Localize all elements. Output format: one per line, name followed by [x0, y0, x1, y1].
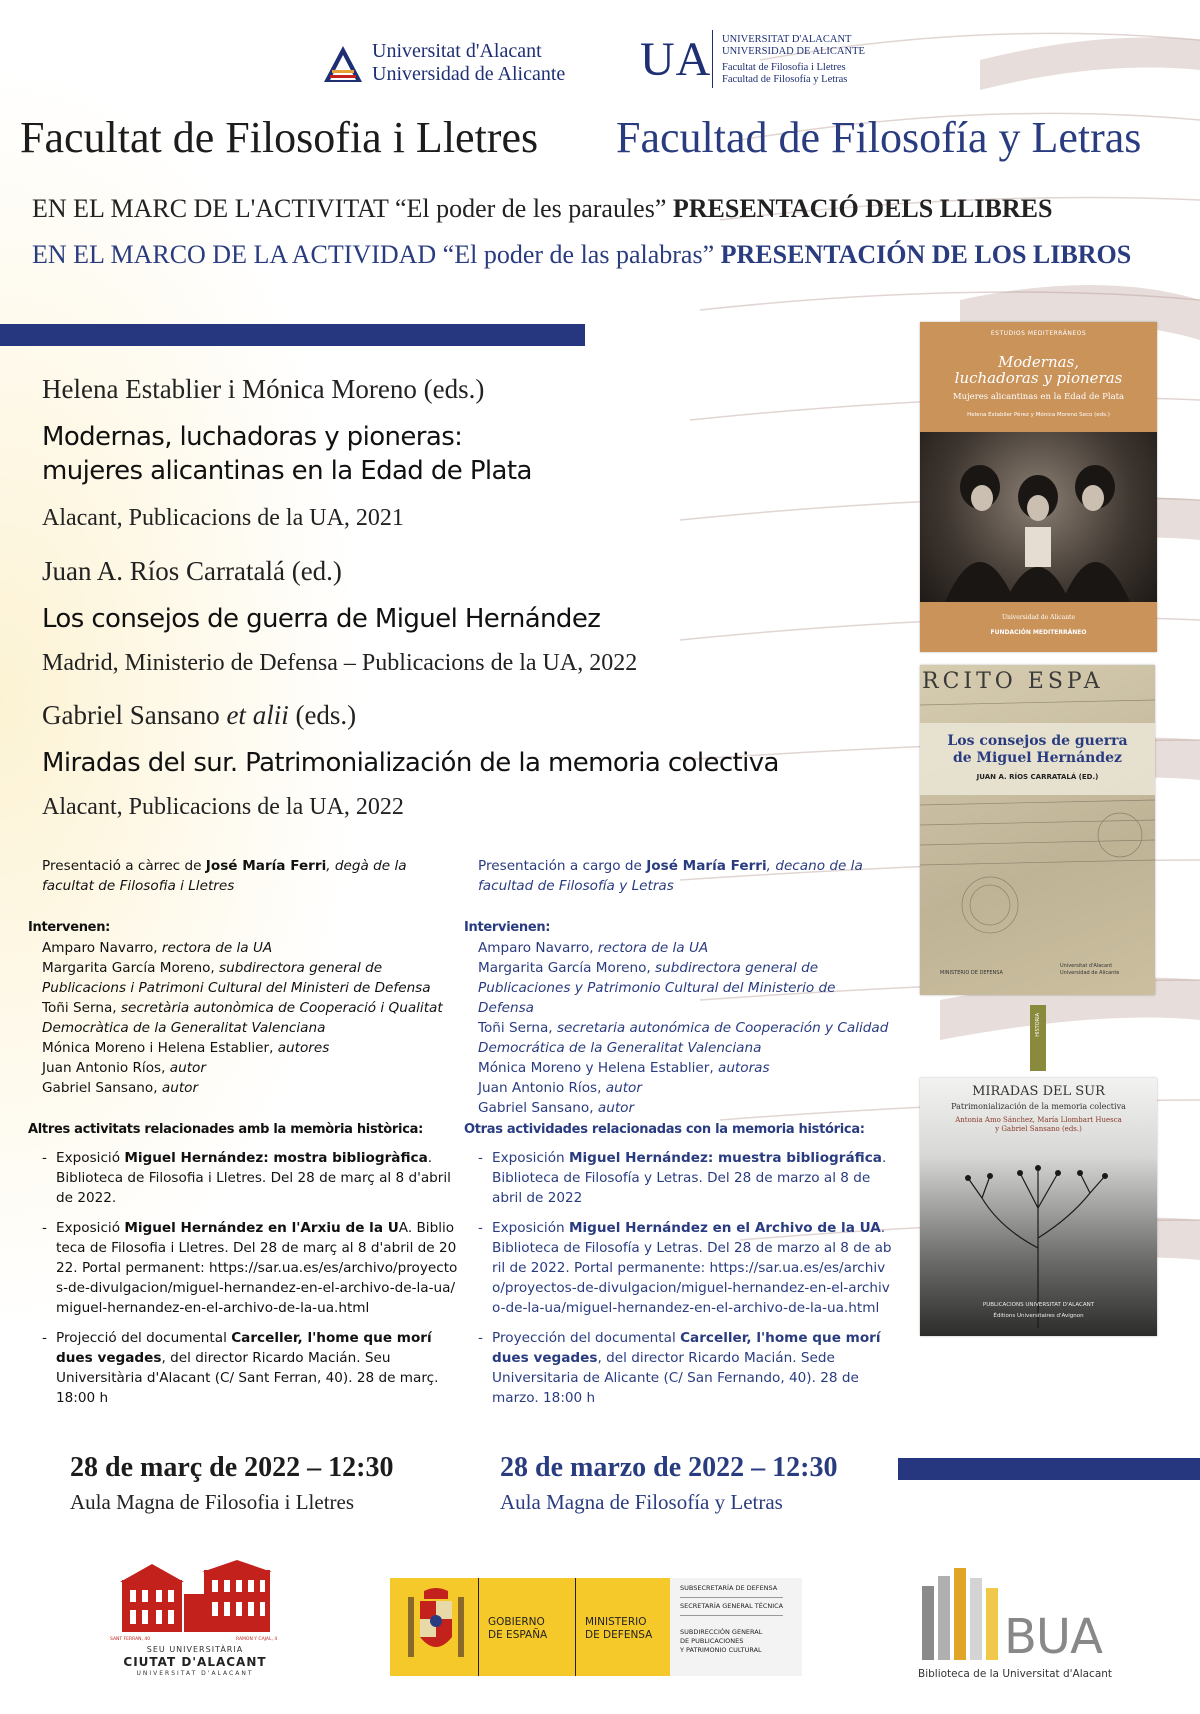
cover-consejos	[920, 665, 1155, 995]
cover3-spine-text: HISTORIA	[1035, 1013, 1041, 1037]
seu-line2: CIUTAT D'ALACANT	[123, 1655, 267, 1669]
seu-small-left: SANT FERRAN, 40	[110, 1637, 151, 1642]
seu-building-icon	[116, 1560, 276, 1636]
ca-speakers-head: Intervenen:	[28, 920, 111, 935]
bua-mark: BUA	[1004, 1609, 1102, 1665]
fac-small-3: Facultat de Filosofia i Lletres	[722, 62, 846, 73]
es-other-head: Otras actividades relacionadas con la memoria histórica:	[464, 1122, 865, 1137]
es-speaker: Gabriel Sansano, autor	[478, 1100, 635, 1116]
cover1-title2: luchadoras y pioneras	[954, 369, 1123, 387]
seu-line1: SEU UNIVERSITÀRIA	[146, 1645, 244, 1654]
cover3-pub1: PUBLICACIONS UNIVERSITAT D'ALACANT	[982, 1302, 1095, 1308]
cover3-pub2: Éditions Universitaires d'Avignon	[993, 1313, 1084, 1319]
cover3-authors1: Antonia Amo Sánchez, María Llombart Huesca	[955, 1116, 1122, 1124]
ca-activity: - Exposició Miguel Hernández: mostra bibliogràfica. Biblioteca de Filosofia i Lletres. Del 28 de març al 8 d'abril de 2022.	[42, 1148, 458, 1208]
es-speaker: Juan Antonio Ríos, autor	[478, 1080, 642, 1096]
def-line5: Y PATRIMONIO CULTURAL	[680, 1646, 762, 1654]
ca-speakers	[28, 918, 458, 1098]
seu-line3: UNIVERSITAT D'ALACANT	[136, 1670, 254, 1677]
cover1-series: ESTUDIOS MEDITERRÁNEOS	[990, 330, 1087, 337]
date-catalan: 28 de març de 2022 – 12:30	[70, 1452, 394, 1483]
book1-title-line1: Modernas, luchadoras y pioneras:	[42, 422, 463, 452]
spain-coat-of-arms-icon	[404, 1587, 468, 1667]
es-activity: - Proyección del documental Carceller, l'home que morí dues vegades, del director Ricardo Macián. Sede Universitaria de Alicante (C/ San Fernando, 40). 28 de marzo. 18:00 h	[478, 1328, 894, 1408]
es-activity: - Exposición Miguel Hernández: muestra bibliográfica. Biblioteca de Filosofía y Letras. Del 28 de marzo al 8 de abril de 2022	[478, 1148, 894, 1208]
es-activity: - Exposición Miguel Hernández en el Archivo de la UA. Biblioteca de Filosofía y Letras. Del 28 de marzo al 8 de abril de 2022. Portal permanente: https://sar.ua.es/es/archivo/proyectos-de-divulgacion/miguel-hernandez-en-el-archivo-de-la-ua/miguel-hernandez-en-el-archivo-de-la-ua.html	[478, 1218, 894, 1318]
min-line2: DE DEFENSA	[585, 1629, 653, 1641]
cover2-pub2: Universitat d'Alacant	[1060, 963, 1113, 969]
seu-small-right: RAMON Y CAJAL, 4	[236, 1637, 278, 1642]
def-line1: SUBSECRETARÍA DE DEFENSA	[680, 1584, 778, 1592]
es-presenter-name: José María Ferri	[646, 858, 767, 874]
cover3-subtitle: Patrimonialización de la memoria colectiva	[951, 1102, 1126, 1111]
book1-author: Helena Establier i Mónica Moreno (eds.)	[42, 374, 485, 404]
cover2-editor: JUAN A. RÍOS CARRATALÁ (ED.)	[976, 773, 1099, 781]
cover1-subtitle: Mujeres alicantinas en la Edad de Plata	[952, 392, 1125, 402]
es-speaker: Mónica Moreno y Helena Establier, autoras	[478, 1060, 770, 1076]
fac-small-2: UNIVERSIDAD DE ALICANTE	[722, 46, 865, 57]
ca-speaker: Mónica Moreno i Helena Establier, autores	[42, 1040, 330, 1056]
es-speaker: Amparo Navarro, rectora de la UA	[478, 940, 709, 956]
ca-other-head: Altres activitats relacionades amb la memòria històrica:	[28, 1122, 423, 1137]
cover3-spine	[1030, 1005, 1046, 1071]
es-speakers-head: Intervienen:	[464, 920, 551, 935]
es-speaker: Toñi Serna, secretaria autonómica de Cooperación y Calidad Democrática de la Generalitat Valenciana	[478, 1020, 889, 1056]
gobierno-defensa-logo	[390, 1578, 802, 1676]
ca-presenter-pre: Presentació a càrrec de	[42, 858, 206, 874]
cover2-title2: de Miguel Hernández	[952, 750, 1123, 766]
book3-author	[42, 700, 356, 731]
ca-activity: - Exposició Miguel Hernández en l'Arxiu de la UA. Biblioteca de Filosofia i Lletres. Del 28 de març al 8 d'abril de 2022. Portal permanent: https://sar.ua.es/es/archivo/proyectos-de-divulgacion/miguel-hernandez-en-el-archivo-de-la-ua/miguel-hernandez-en-el-archivo-de-la-ua.html	[42, 1218, 458, 1318]
ua-logo-line2: Universidad de Alicante	[372, 63, 566, 85]
gov-line1: GOBIERNO	[488, 1616, 545, 1628]
book3-author-post: (eds.)	[288, 700, 357, 730]
cover-miradas	[920, 1078, 1157, 1336]
cover2-title1: Los consejos de guerra	[947, 733, 1128, 749]
def-line4: DE PUBLICACIONES	[680, 1637, 744, 1645]
subtitle-spanish-bold: PRESENTACIÓN DE LOS LIBROS	[720, 240, 1132, 269]
book1-title-line2: mujeres alicantinas en la Edad de Plata	[42, 456, 532, 486]
ua-logo-line1: Universitat d'Alacant	[372, 40, 542, 62]
cover1-editors: Helena Establier Pérez y Mónica Moreno Seco (eds.)	[967, 412, 1110, 418]
min-line1: MINISTERIO	[585, 1616, 647, 1628]
book3-author-pre: Gabriel Sansano	[42, 700, 227, 730]
ca-presenter	[42, 856, 452, 896]
es-presenter	[478, 856, 878, 896]
subtitle-catalan-plain: EN EL MARC DE L'ACTIVITAT “El poder de les paraules”	[32, 194, 673, 223]
venue-catalan: Aula Magna de Filosofia i Lletres	[70, 1490, 355, 1514]
es-presenter-pre: Presentación a cargo de	[478, 858, 647, 874]
es-speakers	[464, 918, 894, 1118]
bua-caption: Biblioteca de la Universitat d'Alacant	[918, 1668, 1113, 1680]
def-line3: SUBDIRECCIÓN GENERAL	[680, 1628, 763, 1636]
ca-speaker: Juan Antonio Ríos, autor	[42, 1060, 206, 1076]
subtitle-spanish-plain: EN EL MARCO DE LA ACTIVIDAD “El poder de las palabras”	[32, 240, 721, 269]
cover3-title: MIRADAS DEL SUR	[972, 1084, 1105, 1099]
fac-small-1: UNIVERSITAT D'ALACANT	[722, 34, 852, 45]
book1-publisher: Alacant, Publicacions de la UA, 2021	[42, 505, 404, 531]
title-spanish: Facultad de Filosofía y Letras	[616, 113, 1142, 162]
book3-publisher: Alacant, Publicacions de la UA, 2022	[42, 794, 404, 820]
book2-author: Juan A. Ríos Carratalá (ed.)	[42, 556, 342, 586]
book2-publisher: Madrid, Ministerio de Defensa – Publicacions de la UA, 2022	[42, 650, 638, 676]
venue-spanish: Aula Magna de Filosofía y Letras	[500, 1490, 783, 1514]
ca-speaker: Margarita García Moreno, subdirectora general de Publicacions i Patrimoni Cultural del Ministeri de Defensa	[42, 960, 431, 996]
subtitle-catalan	[32, 194, 1052, 224]
book2-title: Los consejos de guerra de Miguel Hernández	[42, 604, 601, 634]
subtitle-spanish	[32, 240, 1131, 270]
date-spanish: 28 de marzo de 2022 – 12:30	[500, 1452, 838, 1483]
es-presenter-post: , decano de la facultad de Filosofía y Letras	[478, 858, 863, 894]
ca-activity: - Projecció del documental Carceller, l'home que morí dues vegades, del director Ricardo Macián. Seu Universitària d'Alacant (C/ Sant Ferran, 40). 28 de març. 18:00 h	[42, 1328, 458, 1408]
seu-ciutat-alacant-logo	[110, 1560, 280, 1680]
def-line2: SECRETARÍA GENERAL TÉCNICA	[680, 1602, 784, 1610]
ua-logo-icon	[322, 42, 364, 84]
cover2-bg-text: RCITO ESPA	[922, 669, 1104, 694]
ua-mark: UA	[640, 33, 712, 86]
cover1-pub1: Universidad de Alicante	[1001, 614, 1076, 621]
book3-title: Miradas del sur. Patrimonialización de la memoria colectiva	[42, 748, 779, 778]
cover1-pub2: FUNDACIÓN MEDITERRÁNEO	[990, 629, 1087, 636]
ca-speaker: Toñi Serna, secretària autonòmica de Cooperació i Qualitat Democràtica de la Generalitat Valenciana	[42, 1000, 443, 1036]
cover1-photo	[920, 432, 1157, 602]
es-other-activities	[464, 1120, 894, 1418]
ca-presenter-post: , degà de la facultat de Filosofia i Lletres	[42, 858, 407, 894]
title-catalan: Facultat de Filosofia i Lletres	[20, 113, 539, 162]
ca-speaker: Amparo Navarro, rectora de la UA	[42, 940, 273, 956]
divider-bar-top	[0, 324, 585, 346]
cover2-pub1: MINISTERIO DE DEFENSA	[940, 970, 1003, 976]
es-speaker: Margarita García Moreno, subdirectora general de Publicaciones y Patrimonio Cultural del Ministerio de Defensa	[478, 960, 836, 1016]
fac-small-4: Facultad de Filosofía y Letras	[722, 74, 848, 85]
gov-line2: DE ESPAÑA	[488, 1629, 548, 1641]
subtitle-catalan-bold: PRESENTACIÓ DELS LLIBRES	[672, 194, 1053, 223]
divider-bar-bottom	[898, 1458, 1200, 1480]
bua-books-icon	[920, 1568, 1004, 1660]
ca-speaker: Gabriel Sansano, autor	[42, 1080, 199, 1096]
cover3-authors2: y Gabriel Sansano (eds.)	[995, 1125, 1082, 1133]
bua-logo	[918, 1568, 1118, 1688]
ca-presenter-name: José María Ferri	[205, 858, 327, 874]
cover-modernas	[920, 322, 1157, 652]
cover1-title1: Modernas,	[997, 353, 1080, 371]
book1-title	[42, 420, 532, 488]
book3-author-italic: et alii	[226, 700, 289, 730]
cover2-pub3: Universidad de Alicante	[1060, 970, 1120, 976]
ca-other-activities	[28, 1120, 458, 1418]
